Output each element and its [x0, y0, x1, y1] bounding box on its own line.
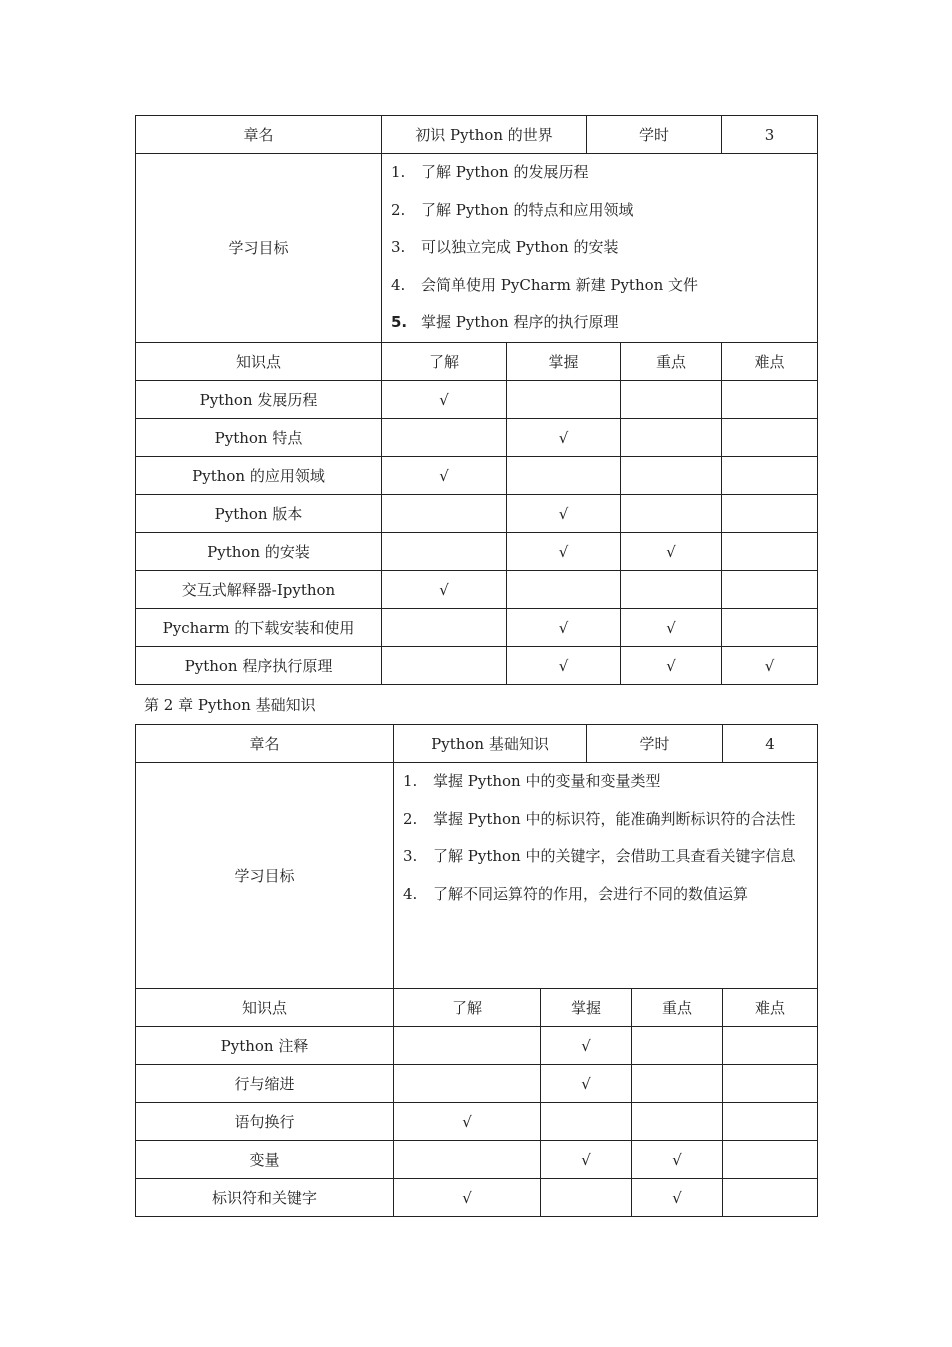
check-cell: √ — [507, 419, 621, 457]
table-row — [136, 1103, 818, 1141]
topic-cell: Pycharm 的下载安装和使用 — [136, 609, 382, 647]
check-cell — [722, 533, 818, 571]
check-cell — [541, 1179, 632, 1217]
check-cell: √ — [632, 1179, 723, 1217]
column-header: 难点 — [722, 343, 818, 381]
chapter-header-row — [136, 725, 818, 763]
check-cell — [382, 495, 507, 533]
check-cell — [632, 1103, 723, 1141]
topic-cell: Python 特点 — [136, 419, 382, 457]
check-cell — [507, 381, 621, 419]
check-cell — [723, 1027, 818, 1065]
check-cell — [394, 1065, 541, 1103]
goals-label-cell: 学习目标 — [136, 154, 382, 343]
check-cell — [722, 609, 818, 647]
hours-label-cell: 学时 — [587, 725, 723, 763]
topic-cell: 语句换行 — [136, 1103, 394, 1141]
check-cell — [722, 381, 818, 419]
table-row — [136, 495, 818, 533]
table-row — [136, 1065, 818, 1103]
chapter-2-table — [135, 724, 818, 1217]
topic-cell: Python 程序执行原理 — [136, 647, 382, 685]
chapter-name-cell: 初识 Python 的世界 — [382, 116, 587, 154]
topic-cell: Python 的安装 — [136, 533, 382, 571]
check-cell: √ — [382, 457, 507, 495]
check-cell — [621, 419, 722, 457]
check-cell: √ — [722, 647, 818, 685]
chapter-2-heading: 第 2 章 Python 基础知识 — [144, 696, 316, 714]
check-cell — [382, 647, 507, 685]
goals-list — [382, 154, 817, 342]
check-cell: √ — [621, 647, 722, 685]
chapter-name-cell: Python 基础知识 — [394, 725, 587, 763]
goal-item: 4. 会简单使用 PyCharm 新建 Python 文件 — [391, 275, 699, 294]
check-cell: √ — [541, 1065, 632, 1103]
goal-item: 1. 掌握 Python 中的变量和变量类型 — [403, 772, 661, 790]
goals-list — [394, 763, 817, 913]
check-cell — [394, 1027, 541, 1065]
check-cell — [632, 1027, 723, 1065]
table-row — [136, 381, 818, 419]
chapter-header-row — [136, 116, 818, 154]
hours-value-cell: 3 — [722, 116, 818, 154]
table-row — [136, 571, 818, 609]
check-cell — [507, 457, 621, 495]
check-cell: √ — [382, 571, 507, 609]
hours-value-cell: 4 — [723, 725, 818, 763]
hours-label-cell: 学时 — [587, 116, 722, 154]
check-cell: √ — [541, 1141, 632, 1179]
check-cell — [507, 571, 621, 609]
goals-row — [136, 154, 818, 343]
check-cell — [722, 571, 818, 609]
topic-cell: 变量 — [136, 1141, 394, 1179]
check-cell — [723, 1179, 818, 1217]
check-cell — [621, 381, 722, 419]
check-cell — [722, 457, 818, 495]
column-header-row — [136, 343, 818, 381]
topic-cell: 交互式解释器-Ipython — [136, 571, 382, 609]
check-cell: √ — [394, 1179, 541, 1217]
goal-item: 4. 了解不同运算符的作用，会进行不同的数值运算 — [403, 884, 749, 903]
topic-cell: 标识符和关键字 — [136, 1179, 394, 1217]
column-header: 难点 — [723, 989, 818, 1027]
check-cell — [621, 571, 722, 609]
topic-cell: Python 发展历程 — [136, 381, 382, 419]
check-cell — [621, 457, 722, 495]
check-cell — [632, 1065, 723, 1103]
check-cell — [723, 1065, 818, 1103]
chapter-label-cell: 章名 — [136, 725, 394, 763]
goals-cell — [382, 154, 818, 343]
goal-item: 3. 可以独立完成 Python 的安装 — [391, 238, 619, 256]
check-cell: √ — [621, 609, 722, 647]
check-cell: √ — [507, 609, 621, 647]
column-header: 重点 — [632, 989, 723, 1027]
chapter-1-table — [135, 115, 818, 685]
column-header: 了解 — [382, 343, 507, 381]
table-row — [136, 609, 818, 647]
check-cell: √ — [394, 1103, 541, 1141]
check-cell — [723, 1141, 818, 1179]
goal-item: 2. 掌握 Python 中的标识符，能准确判断标识符的合法性 — [403, 809, 796, 828]
goal-item: 3. 了解 Python 中的关键字，会借助工具查看关键字信息 — [403, 847, 796, 865]
goal-item: 5. 掌握 Python 程序的执行原理 — [391, 313, 619, 331]
table-row — [136, 1027, 818, 1065]
goals-label-cell: 学习目标 — [136, 763, 394, 989]
column-header: 重点 — [621, 343, 722, 381]
goal-item: 1. 了解 Python 的发展历程 — [391, 163, 589, 181]
check-cell: √ — [507, 495, 621, 533]
check-cell: √ — [507, 533, 621, 571]
topic-cell: 行与缩进 — [136, 1065, 394, 1103]
goal-item: 2. 了解 Python 的特点和应用领域 — [391, 200, 634, 219]
column-header: 知识点 — [136, 343, 382, 381]
goals-row — [136, 763, 818, 989]
topic-cell: Python 注释 — [136, 1027, 394, 1065]
topic-cell: Python 版本 — [136, 495, 382, 533]
table-row — [136, 419, 818, 457]
table-row — [136, 1141, 818, 1179]
check-cell — [382, 533, 507, 571]
check-cell — [621, 495, 722, 533]
check-cell — [722, 495, 818, 533]
check-cell: √ — [621, 533, 722, 571]
check-cell — [394, 1141, 541, 1179]
table-row — [136, 457, 818, 495]
column-header: 掌握 — [507, 343, 621, 381]
check-cell — [722, 419, 818, 457]
check-cell — [382, 609, 507, 647]
goals-cell — [394, 763, 818, 989]
column-header: 掌握 — [541, 989, 632, 1027]
check-cell — [382, 419, 507, 457]
check-cell: √ — [507, 647, 621, 685]
table-row — [136, 1179, 818, 1217]
table-row — [136, 647, 818, 685]
check-cell — [723, 1103, 818, 1141]
topic-cell: Python 的应用领域 — [136, 457, 382, 495]
column-header-row — [136, 989, 818, 1027]
table-row — [136, 533, 818, 571]
chapter-label-cell: 章名 — [136, 116, 382, 154]
check-cell: √ — [632, 1141, 723, 1179]
check-cell — [541, 1103, 632, 1141]
check-cell: √ — [382, 381, 507, 419]
column-header: 知识点 — [136, 989, 394, 1027]
column-header: 了解 — [394, 989, 541, 1027]
check-cell: √ — [541, 1027, 632, 1065]
